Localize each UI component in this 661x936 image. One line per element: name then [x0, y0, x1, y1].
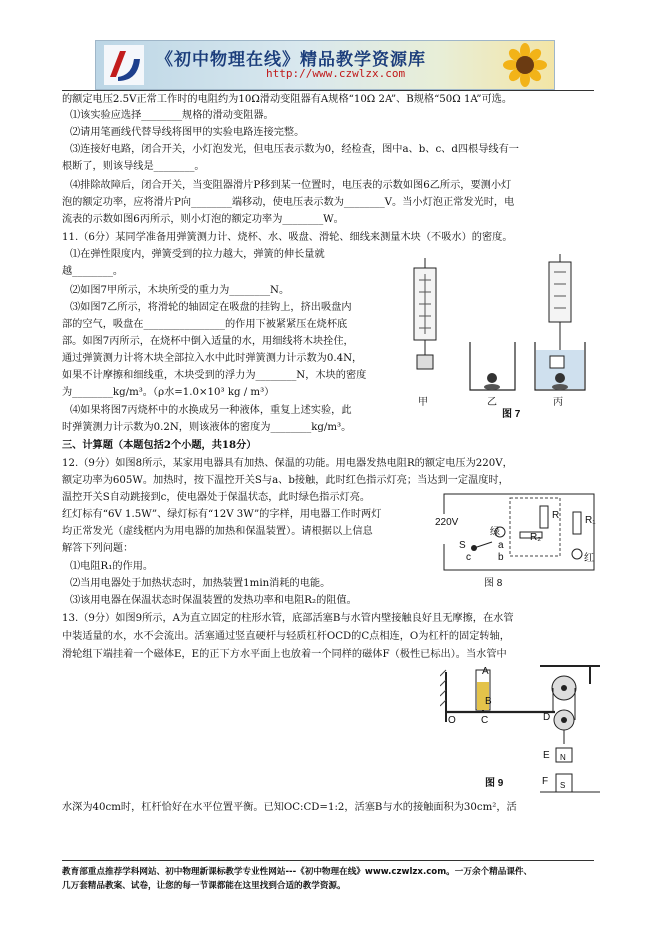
figure-7 [400, 250, 610, 420]
text-line: 如果不计摩擦和细线重，木块受到的浮力为________N，木块的密度 [62, 370, 367, 381]
text-line: 解答下列问题： [62, 543, 134, 554]
resistor-R-icon [540, 506, 548, 528]
header-banner [95, 40, 555, 90]
fig9-label-C: C [481, 715, 489, 726]
header-url[interactable]: http://www.czwlzx.com [266, 67, 406, 80]
text-line: 泡的额定功率，应将滑片P向________端移动，使电压表示数为________V。当小灯泡正常发光时，电 [62, 197, 515, 208]
fig7-label-yi: 乙 [487, 397, 497, 408]
text-line: ⑶该用电器在保温状态时保温装置的发热功率和电阻R₂的阻值。 [70, 595, 357, 606]
fig7-label-jia: 甲 [418, 397, 428, 408]
text-line: 温控开关S自动跳接到c，使电器处于保温状态，此时绿色指示灯亮。 [62, 492, 371, 503]
fig8-label-S: S [459, 540, 466, 551]
header-rule [62, 90, 594, 91]
sunflower-icon [502, 43, 548, 87]
figure-8-circuit [432, 488, 602, 588]
fig8-label-R2: R₂ [530, 532, 542, 543]
header-title: 《初中物理在线》精品教学资源库 [156, 50, 426, 70]
beaker-bing-icon [535, 254, 585, 390]
fig9-label-E: E [543, 750, 550, 761]
fig8-voltage: 220V [435, 517, 459, 528]
fig8-caption: 图 8 [484, 578, 503, 589]
fig8-label-red: 红 [584, 553, 594, 564]
fig9-label-B: B [485, 696, 492, 707]
fig9-label-F: F [542, 776, 549, 787]
fig9-label-D: D [543, 712, 551, 723]
question-13: 13.（9分）如图9所示，A为直立固定的柱形水管，底部活塞B与水管内壁接触良好且无摩擦，在水管 [62, 613, 514, 624]
fig8-label-green: 绿 [490, 527, 500, 538]
fig7-label-bing: 丙 [553, 397, 563, 408]
text-line: ⑶连接好电路，闭合开关，小灯泡发光，但电压表示数为0，经检查，图中a、b、c、d四根导线有一 [70, 144, 519, 155]
text-line: 的额定电压2.5V正常工作时的电阻约为10Ω滑动变阻器有A规格“10Ω 2A”、B规格“50Ω 1A”可选。 [62, 94, 513, 105]
text-line: ⑵当用电器处于加热状态时，加热装置1min消耗的电能。 [70, 578, 331, 589]
beaker-yi-icon [470, 342, 515, 390]
text-line: ⑶如图7乙所示，将滑轮的轴固定在吸盘的挂钩上，挤出吸盘内 [70, 302, 352, 313]
red-lamp-icon [572, 549, 582, 559]
site-logo-icon [104, 45, 144, 85]
fig8-label-c: c [466, 552, 471, 563]
text-line: 部的空气，吸盘在________________的作用下被紧紧压在烧杯底 [62, 319, 348, 330]
fig8-label-b: b [498, 552, 504, 563]
text-line: ⑵请用笔画线代替导线将图甲的实验电路连接完整。 [70, 127, 305, 138]
fig9-label-N: N [560, 753, 566, 762]
fig9-label-A: A [482, 666, 489, 677]
fig9-label-O: O [448, 715, 456, 726]
text-line: 通过弹簧测力计将木块全部拉入水中此时弹簧测力计示数为0.4N， [62, 353, 363, 364]
text-line: 额定功率为605W。加热时，按下温控开关S与a、b接触，此时红色指示灯亮；当达到一定温度时， [62, 475, 509, 486]
text-line: 滑轮组下端挂着一个磁体E，E的正下方水平面上也放着一个同样的磁体F（极性已标出）。当水管中 [62, 649, 507, 660]
text-line: 根断了，则该导线是________。 [62, 161, 205, 172]
text-line: 中装适量的水，水不会流出。活塞通过竖直硬杆与轻质杠杆OCD的C点相连，O为杠杆的固定转轴， [62, 631, 510, 642]
text-line: ⑵如图7甲所示，木块所受的重力为________N。 [70, 285, 290, 296]
text-line: 红灯标有“6V 1.5W”、绿灯标有“12V 3W”的字样，用电器工作时两灯 [62, 509, 382, 520]
footer-line-1: 教育部重点推荐学科网站、初中物理新课标教学专业性网站---《初中物理在线》www.czwlzx.com。一万余个精品课件、 [62, 867, 533, 877]
section-heading: 三、计算题（本题包括2个小题，共18分） [62, 439, 257, 451]
resistor-R1-icon [573, 512, 581, 534]
text-line: 为________kg/m³。（ρ水=1.0×10³ kg / m³） [62, 387, 275, 398]
footer-rule [62, 860, 594, 861]
fig7-caption: 图 7 [502, 409, 521, 420]
text-line: 部。如图7丙所示，在烧杯中倒入适量的水，用细线将木块拴住， [62, 336, 354, 347]
figure-9 [440, 664, 600, 796]
text-line: ⑴该实验应选择________规格的滑动变阻器。 [70, 110, 274, 121]
question-11: 11.（6分）某同学准备用弹簧测力计、烧杯、水、吸盘、滑轮、细线来测量木块（不吸水）的密度。 [62, 232, 513, 243]
text-line: ⑷如果将图7丙烧杯中的水换成另一种液体，重复上述实验，此 [70, 405, 352, 416]
question-12: 12.（9分）如图8所示，某家用电器具有加热、保温的功能。用电器发热电阻R的额定电压为220V， [62, 458, 513, 469]
footer-line-2: 几万套精品教案、试卷，让您的每一节课都能在这里找到合适的教学资源。 [62, 881, 346, 891]
text-line: 越________。 [62, 266, 124, 277]
text-line: 水深为40cm时，杠杆恰好在水平位置平衡。已知OC:CD=1:2，活塞B与水的接触面积为30cm²，活 [62, 802, 517, 813]
text-line: 均正常发光（虚线框内为用电器的加热和保温装置）。请根据以上信息 [62, 526, 373, 537]
fig8-label-a: a [498, 540, 504, 551]
text-line: 流表的示数如图6丙所示，则小灯泡的额定功率为________W。 [62, 214, 344, 225]
fig9-caption: 图 9 [485, 778, 504, 789]
text-line: ⑴在弹性限度内，弹簧受到的拉力越大，弹簧的伸长量就 [70, 249, 325, 260]
text-line: ⑴电阻R₁的作用。 [70, 561, 154, 572]
fig8-label-R: R [552, 510, 560, 521]
text-line: 时弹簧测力计示数为0.2N，则该液体的密度为________kg/m³。 [62, 422, 352, 433]
text-line: ⑷排除故障后，闭合开关，当变阻器滑片P移到某一位置时，电压表的示数如图6乙所示，要测小灯 [70, 180, 512, 191]
fig9-label-S: S [560, 781, 566, 790]
spring-scale-jia-icon [414, 258, 436, 369]
fig8-label-R1: R₁ [585, 515, 596, 526]
